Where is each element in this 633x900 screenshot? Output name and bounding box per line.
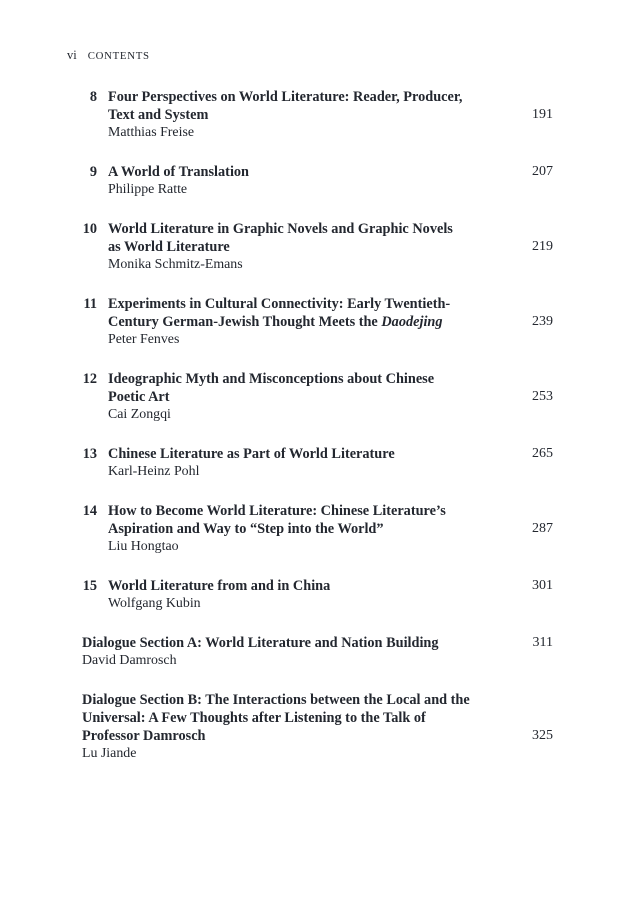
toc-entry-chapter-14 — [82, 502, 553, 556]
toc-list — [82, 88, 553, 784]
toc-entry-chapter-15 — [82, 577, 553, 613]
entry-body — [82, 634, 553, 670]
chapter-number: 13 — [82, 446, 97, 462]
chapter-number: 15 — [82, 578, 97, 594]
entry-author: Lu Jiande — [82, 746, 137, 761]
entry-author: Philippe Ratte — [108, 182, 188, 197]
entry-title-line — [108, 502, 553, 520]
entry-body — [108, 220, 553, 274]
entry-title-line — [108, 313, 553, 331]
entry-title-text — [108, 238, 505, 256]
entry-title-text — [108, 445, 505, 463]
title-segment: World Literature from and in China — [108, 578, 331, 594]
title-segment: Text and System — [108, 107, 209, 123]
title-segment: How to Become World Literature: Chinese Literature’s — [108, 503, 446, 519]
entry-title-line — [108, 295, 553, 313]
title-segment: Chinese Literature as Part of World Literature — [108, 446, 395, 462]
folio-page-number: vi — [67, 48, 77, 62]
entry-body — [108, 502, 553, 556]
entry-author: Karl-Heinz Pohl — [108, 464, 200, 479]
entry-title-line — [82, 634, 553, 652]
page-header — [67, 48, 150, 64]
entry-title-line — [82, 709, 553, 727]
entry-title-text — [108, 106, 505, 124]
entry-author: Monika Schmitz-Emans — [108, 257, 243, 272]
entry-author: Cai Zongqi — [108, 407, 171, 422]
entry-title-line — [108, 220, 553, 238]
entry-page-number: 265 — [532, 446, 553, 461]
toc-entry-dialogue-section — [82, 691, 553, 763]
entry-page-number: 287 — [532, 521, 553, 536]
entry-title-line — [108, 163, 553, 181]
toc-entry-chapter-9 — [82, 163, 553, 199]
entry-body — [108, 295, 553, 349]
entry-page-number: 239 — [532, 314, 553, 329]
entry-title-line — [108, 388, 553, 406]
entry-title-line — [108, 520, 553, 538]
toc-entry-chapter-13 — [82, 445, 553, 481]
entry-page-number: 219 — [532, 239, 553, 254]
entry-title-text — [108, 295, 505, 313]
toc-entry-chapter-11 — [82, 295, 553, 349]
entry-page-number: 325 — [532, 728, 553, 743]
entry-title-text — [108, 502, 505, 520]
entry-title-line — [108, 445, 553, 463]
entry-title-text — [108, 163, 505, 181]
entry-body — [108, 445, 553, 481]
entry-body — [108, 163, 553, 199]
entry-title-text — [82, 634, 505, 652]
entry-title-line — [82, 727, 553, 745]
entry-title-text — [108, 388, 505, 406]
entry-title-text — [108, 520, 505, 538]
entry-page-number: 253 — [532, 389, 553, 404]
entry-page-number: 191 — [532, 107, 553, 122]
entry-title-line — [108, 370, 553, 388]
entry-title-line — [82, 691, 553, 709]
entry-author: Matthias Freise — [108, 125, 195, 140]
title-segment: Poetic Art — [108, 389, 170, 405]
title-segment: A World of Translation — [108, 164, 250, 180]
title-segment: World Literature in Graphic Novels and Graphic Novels — [108, 221, 453, 237]
entry-title-text — [108, 88, 505, 106]
entry-author: David Damrosch — [82, 653, 177, 668]
toc-entry-chapter-12 — [82, 370, 553, 424]
chapter-number: 9 — [89, 164, 97, 180]
toc-entry-dialogue-section — [82, 634, 553, 670]
title-segment: Dialogue Section A: World Literature and Nation Building — [82, 635, 439, 651]
title-segment: Universal: A Few Thoughts after Listening to the Talk of — [82, 710, 426, 726]
entry-title-text — [108, 370, 505, 388]
title-segment: Dialogue Section B: The Interactions between the Local and the — [82, 692, 470, 708]
entry-title-line — [108, 88, 553, 106]
entry-body — [82, 691, 553, 763]
title-segment: Ideographic Myth and Misconceptions about Chinese — [108, 371, 435, 387]
entry-title-text — [82, 727, 505, 745]
entry-page-number: 301 — [532, 578, 553, 593]
chapter-number: 8 — [89, 89, 97, 105]
title-segment: Century German-Jewish Thought Meets the — [108, 314, 382, 330]
toc-entry-chapter-10 — [82, 220, 553, 274]
entry-title-text — [108, 220, 505, 238]
entry-body — [108, 370, 553, 424]
title-italic-segment: Daodejing — [381, 314, 443, 330]
entry-author: Wolfgang Kubin — [108, 596, 201, 611]
entry-author: Peter Fenves — [108, 332, 180, 347]
title-segment: Professor Damrosch — [82, 728, 206, 744]
entry-body — [108, 577, 553, 613]
entry-title-text — [108, 577, 505, 595]
title-segment: Experiments in Cultural Connectivity: Early Twentieth- — [108, 296, 451, 312]
entry-title-text — [108, 313, 505, 331]
chapter-number: 12 — [82, 371, 97, 387]
chapter-number: 14 — [82, 503, 97, 519]
title-segment: Aspiration and Way to “Step into the World” — [108, 521, 384, 537]
entry-title-text — [82, 709, 505, 727]
entry-title-line — [108, 238, 553, 256]
chapter-number: 10 — [82, 221, 97, 237]
entry-page-number: 207 — [532, 164, 553, 179]
entry-author: Liu Hongtao — [108, 539, 179, 554]
chapter-number: 11 — [83, 296, 97, 312]
entry-title-line — [108, 577, 553, 595]
title-segment: as World Literature — [108, 239, 230, 255]
entry-body — [108, 88, 553, 142]
entry-page-number: 311 — [532, 635, 553, 650]
running-head: CONTENTS — [87, 50, 150, 62]
entry-title-line — [108, 106, 553, 124]
entry-title-text — [82, 691, 505, 709]
toc-entry-chapter-8 — [82, 88, 553, 142]
title-segment: Four Perspectives on World Literature: Reader, Producer, — [108, 89, 463, 105]
